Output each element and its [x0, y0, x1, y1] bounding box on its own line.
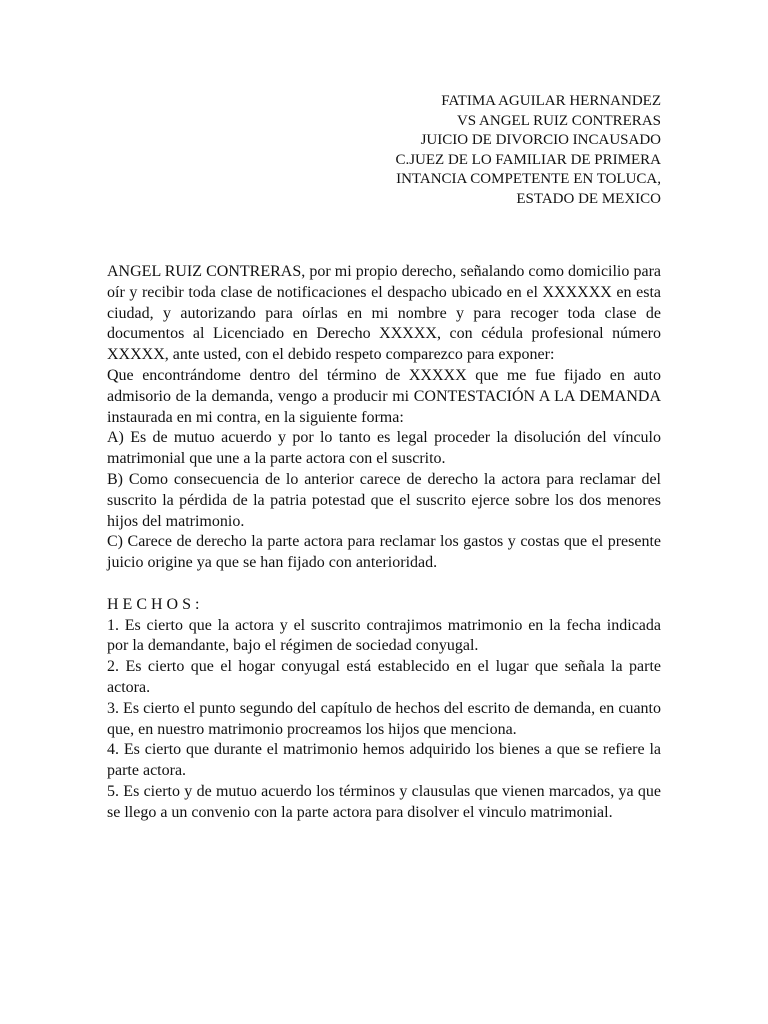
header-line-plaintiff: FATIMA AGUILAR HERNANDEZ	[441, 93, 661, 109]
point-b: B) Como consecuencia de lo anterior carece de derecho la actora para reclamar del suscrito la pérdida de la patria potestad que el suscrito ejerce sobre los dos menores hijos del matrimonio.	[107, 470, 661, 530]
point-a: A) Es de mutuo acuerdo y por lo tanto es legal proceder la disolución del vínculo matrimonial que une a la parte actora con el suscrito.	[107, 429, 661, 468]
header-line-court: C.JUEZ DE LO FAMILIAR DE PRIMERA	[395, 151, 661, 168]
answer-paragraph: Que encontrándome dentro del término de XXXXX que me fue fijado en auto admisorio de la demanda, vengo a producir mi CONTESTACIÓN A LA DEMANDA instaurada en mi contra, en la siguiente forma:	[107, 366, 661, 426]
hecho-3: 3. Es cierto el punto segundo del capítulo de hechos del escrito de demanda, en cuanto que, en nuestro matrimonio procreamos los hijos que menciona.	[107, 699, 661, 738]
hecho-5: 5. Es cierto y de mutuo acuerdo los términos y clausulas que vienen marcados, ya que se llego a un convenio con la parte actora para disolver el vinculo matrimonial.	[107, 782, 661, 821]
hecho-1: 1. Es cierto que la actora y el suscrito contrajimos matrimonio en la fecha indicada por la demandante, bajo el régimen de sociedad conyugal.	[107, 616, 661, 655]
header-line-defendant: VS ANGEL RUIZ CONTRERAS	[456, 112, 661, 129]
paragraph-spacer	[107, 574, 661, 595]
hecho-4: 4. Es cierto que durante el matrimonio hemos adquirido los bienes a que se refiere la parte actora.	[107, 741, 661, 780]
document-body	[107, 262, 661, 824]
intro-paragraph: ANGEL RUIZ CONTRERAS, por mi propio derecho, señalando como domicilio para oír y recibir toda clase de notificaciones el despacho ubicado en el XXXXXX en esta ciudad, y autorizando para oírlas en mi nombre y para recoger toda clase de documentos al Licenciado en Derecho XXXXX, con cédula profesional número XXXXX, ante usted, con el debido respeto comparezco para exponer:	[107, 263, 661, 364]
header-line-state: ESTADO DE MEXICO	[516, 190, 661, 207]
hechos-heading: HECHOS:	[107, 595, 204, 613]
case-header	[395, 92, 661, 209]
hecho-2: 2. Es cierto que el hogar conyugal está establecido en el lugar que señala la parte actora.	[107, 658, 661, 696]
header-line-court-location: INTANCIA COMPETENTE EN TOLUCA,	[396, 171, 661, 187]
header-line-case-type: JUICIO DE DIVORCIO INCAUSADO	[420, 132, 661, 148]
point-c: C) Carece de derecho la parte actora para reclamar los gastos y costas que el presente juicio origine ya que se han fijado con anterioridad.	[107, 533, 661, 572]
